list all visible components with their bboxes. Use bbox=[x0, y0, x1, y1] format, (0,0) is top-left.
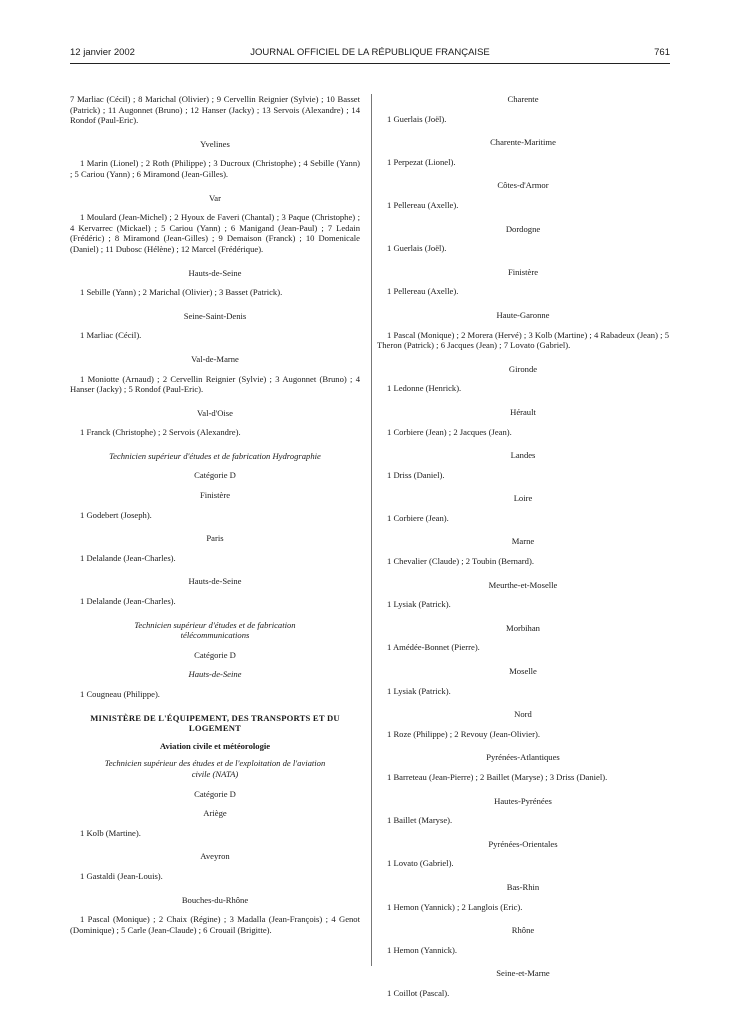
department-heading: Pyrénées-Orientales bbox=[488, 838, 558, 849]
issue-date: 12 janvier 2002 bbox=[70, 47, 135, 58]
list-entry: 1 Moniotte (Arnaud) ; 2 Cervellin Reignier (Sylvie) ; 3 Augonnet (Bruno) ; 4 Hanser (Jacky) ; 5 Rondof (Paul-Eric). bbox=[70, 373, 360, 395]
list-entry: 1 Roze (Philippe) ; 2 Revouy (Jean-Olivier). bbox=[387, 728, 540, 739]
list-entry: 1 Guerlais (Joël). bbox=[387, 243, 447, 254]
list-entry: 1 Marliac (Cécil). bbox=[80, 330, 142, 341]
department-heading: Aveyron bbox=[200, 851, 230, 862]
department-heading: Seine-et-Marne bbox=[496, 968, 550, 979]
list-entry: 1 Moulard (Jean-Michel) ; 2 Hyoux de Faveri (Chantal) ; 3 Paque (Christophe) ; 4 Kervarrec (Mickael) ; 5 Cariou (Yann) ; 6 Manigand (Jean-Paul) ; 7 Ledain (Frédéric) ; 8 Miramond (Jean-Gilles) ; 9 Demaison (Franck) ; 10 Domenicale (Daniel) ; 11 Dubosc (Hélène) ; 12 Marcel (Frédérique). bbox=[70, 212, 360, 254]
list-entry: 1 Guerlais (Joël). bbox=[387, 113, 447, 124]
list-entry: 1 Lysiak (Patrick). bbox=[387, 685, 451, 696]
list-entry: 1 Lysiak (Patrick). bbox=[387, 599, 451, 610]
list-entry: 1 Cougneau (Philippe). bbox=[80, 689, 160, 699]
section-heading: Aviation civile et météorologie bbox=[159, 740, 271, 751]
list-entry: 1 Coillot (Pascal). bbox=[387, 987, 450, 998]
department-heading: Morbihan bbox=[506, 622, 540, 633]
department-heading: Charente-Maritime bbox=[490, 137, 556, 148]
department-heading: Hérault bbox=[510, 406, 536, 417]
list-entry: 1 Corbiere (Jean) ; 2 Jacques (Jean). bbox=[387, 426, 512, 437]
italic-heading: Technicien supérieur d'études et de fabrication télécommunications bbox=[134, 619, 296, 641]
department-heading: Côtes-d'Armor bbox=[497, 180, 549, 191]
right-column bbox=[377, 94, 669, 1012]
department-heading: Hauts-de-Seine bbox=[188, 267, 242, 278]
column-divider bbox=[371, 94, 372, 966]
list-entry: 7 Marliac (Cécil) ; 8 Marichal (Olivier) ; 9 Cervellin Reignier (Sylvie) ; 10 Basset (Patrick) ; 11 Augonnet (Bruno) ; 12 Hanser (Jacky) ; 13 Servois (Alexandre) ; 14 Rondof (Paul-Eric). bbox=[70, 94, 360, 126]
list-entry: 1 Driss (Daniel). bbox=[387, 469, 445, 480]
department-heading: Marne bbox=[511, 536, 535, 547]
list-entry: 1 Pascal (Monique) ; 2 Morera (Hervé) ; 3 Kolb (Martine) ; 4 Rabadeux (Jean) ; 5 Theron (Patrick) ; 6 Jacques (Jean) ; 7 Lovato (Gabriel). bbox=[377, 329, 669, 351]
list-entry: 1 Pascal (Monique) ; 2 Chaix (Régine) ; 3 Madalla (Jean-François) ; 4 Genot (Dominique) ; 5 Carle (Jean-Claude) ; 6 Crouail (Brigitte). bbox=[70, 914, 360, 935]
department-heading: Moselle bbox=[509, 666, 537, 677]
department-heading: Paris bbox=[206, 533, 224, 544]
list-entry: 1 Delalande (Jean-Charles). bbox=[80, 596, 176, 607]
italic-heading: Hauts-de-Seine bbox=[188, 669, 242, 680]
list-entry: 1 Pellereau (Axelle). bbox=[387, 286, 459, 297]
list-entry: 1 Hemon (Yannick) ; 2 Langlois (Eric). bbox=[387, 901, 523, 912]
department-heading: Bas-Rhin bbox=[506, 881, 540, 892]
department-heading: Landes bbox=[510, 450, 536, 461]
italic-heading: Technicien supérieur des études et de l'exploitation de l'aviation civile (NATA) bbox=[104, 758, 326, 779]
page-header bbox=[70, 47, 670, 61]
department-heading: Pyrénées-Atlantiques bbox=[486, 752, 560, 763]
department-heading: Seine-Saint-Denis bbox=[183, 310, 247, 321]
department-heading: Val-d'Oise bbox=[197, 407, 233, 418]
department-heading: Gironde bbox=[508, 363, 538, 374]
department-heading: Hautes-Pyrénées bbox=[494, 795, 552, 806]
left-column bbox=[70, 94, 360, 948]
list-entry: 1 Corbiere (Jean). bbox=[387, 512, 449, 523]
list-entry: 1 Franck (Christophe) ; 2 Servois (Alexandre). bbox=[80, 427, 241, 438]
category-heading: Catégorie D bbox=[194, 470, 236, 481]
category-heading: Catégorie D bbox=[194, 649, 236, 660]
page-number: 761 bbox=[654, 47, 670, 58]
list-entry: 1 Hemon (Yannick). bbox=[387, 944, 458, 955]
department-heading: Hauts-de-Seine bbox=[188, 576, 242, 587]
department-heading: Finistère bbox=[507, 266, 539, 277]
list-entry: 1 Ledonne (Henrick). bbox=[387, 383, 462, 394]
list-entry: 1 Gastaldi (Jean-Louis). bbox=[80, 870, 163, 881]
department-heading: Loire bbox=[513, 493, 533, 504]
ministry-heading: MINISTÈRE DE L'ÉQUIPEMENT, DES TRANSPORTS ET DU LOGEMENT bbox=[90, 712, 340, 734]
department-heading: Yvelines bbox=[200, 138, 230, 149]
list-entry: 1 Lovato (Gabriel). bbox=[387, 858, 454, 869]
list-entry: 1 Chevalier (Claude) ; 2 Toubin (Bernard). bbox=[387, 556, 534, 567]
department-heading: Ariège bbox=[203, 808, 227, 819]
header-rule bbox=[70, 63, 670, 64]
category-heading: Catégorie D bbox=[194, 788, 236, 799]
journal-title: JOURNAL OFFICIEL DE LA RÉPUBLIQUE FRANÇAISE bbox=[250, 47, 490, 58]
list-entry: 1 Delalande (Jean-Charles). bbox=[80, 552, 176, 563]
department-heading: Var bbox=[209, 192, 221, 203]
italic-heading: Technicien supérieur d'études et de fabrication Hydrographie bbox=[109, 450, 321, 461]
department-heading: Rhône bbox=[511, 925, 535, 936]
department-heading: Haute-Garonne bbox=[496, 309, 550, 320]
department-heading: Val-de-Marne bbox=[191, 353, 239, 364]
list-entry: 1 Amédée-Bonnet (Pierre). bbox=[387, 642, 480, 653]
department-heading: Bouches-du-Rhône bbox=[181, 894, 249, 905]
list-entry: 1 Kolb (Martine). bbox=[80, 827, 141, 838]
department-heading: Nord bbox=[514, 709, 532, 720]
list-entry: 1 Perpezat (Lionel). bbox=[387, 156, 456, 167]
list-entry: 1 Baillet (Maryse). bbox=[387, 815, 453, 826]
department-heading: Meurthe-et-Moselle bbox=[488, 579, 558, 590]
department-heading: Charente bbox=[507, 94, 539, 104]
department-heading: Finistère bbox=[199, 490, 231, 501]
list-entry: 1 Barreteau (Jean-Pierre) ; 2 Baillet (Maryse) ; 3 Driss (Daniel). bbox=[387, 772, 608, 782]
list-entry: 1 Godebert (Joseph). bbox=[80, 509, 152, 520]
list-entry: 1 Marin (Lionel) ; 2 Roth (Philippe) ; 3 Ducroux (Christophe) ; 4 Sebille (Yann) ; 5 Cariou (Yann) ; 6 Miramond (Jean-Gilles). bbox=[70, 158, 360, 179]
list-entry: 1 Pellereau (Axelle). bbox=[387, 199, 459, 210]
list-entry: 1 Sebille (Yann) ; 2 Marichal (Olivier) ; 3 Basset (Patrick). bbox=[80, 287, 283, 298]
department-heading: Dordogne bbox=[505, 223, 541, 234]
